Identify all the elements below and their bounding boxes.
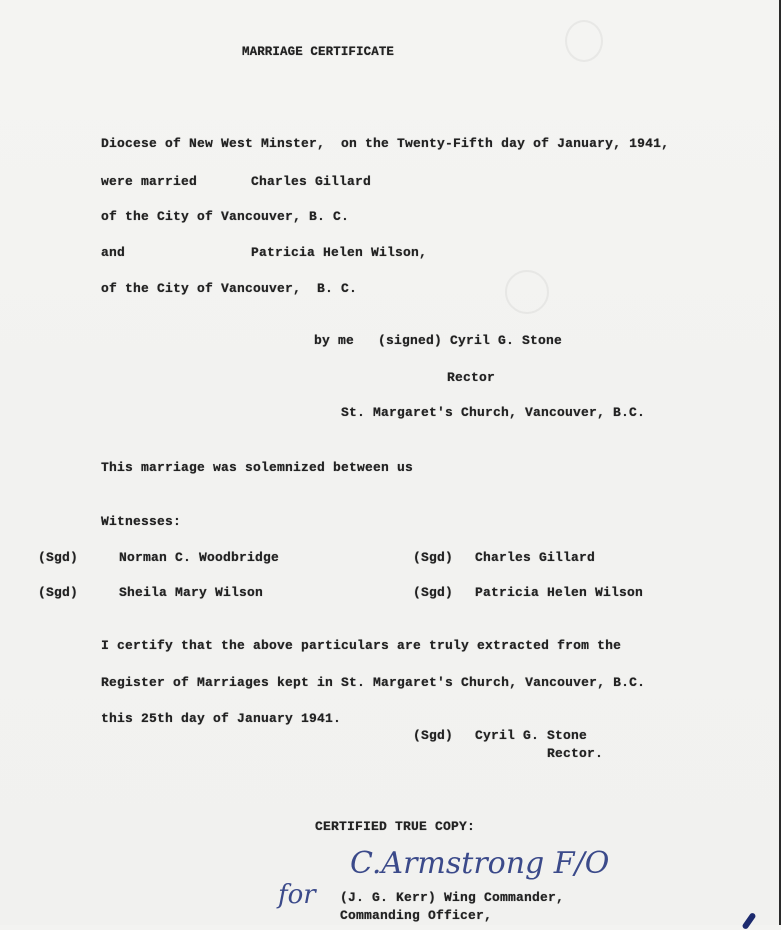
watermark-emboss (505, 270, 549, 314)
witnesses-label: Witnesses: (101, 514, 182, 529)
officer-line: (J. G. Kerr) Wing Commander, (340, 890, 565, 905)
witness-name: Sheila Mary Wilson (119, 585, 264, 600)
officer-title: Commanding Officer, (340, 908, 493, 923)
certification-line-3: this 25th day of January 1941. (101, 711, 342, 726)
and-label: and (101, 245, 126, 260)
groom-residence: of the City of Vancouver, B. C. (101, 209, 350, 224)
certification-line-2: Register of Marriages kept in St. Margaret's Church, Vancouver, B.C. (101, 675, 646, 690)
officiant-church: St. Margaret's Church, Vancouver, B.C. (341, 405, 646, 420)
bride-residence: of the City of Vancouver, B. C. (101, 281, 358, 296)
ink-mark (741, 912, 756, 930)
officiant-title: Rector (447, 370, 496, 385)
intro-line: Diocese of New West Minster, on the Twenty-Fifth day of January, 1941, (101, 136, 670, 151)
watermark-emboss (565, 20, 603, 62)
sgd-prefix: (Sgd) (413, 585, 454, 600)
rector-title: Rector. (547, 746, 604, 761)
handwritten-signature: C.Armstrong F/O (350, 846, 610, 881)
married-label: were married (101, 174, 198, 189)
sgd-prefix: (Sgd) (38, 585, 79, 600)
solemnized-line: This marriage was solemnized between us (101, 460, 414, 475)
sgd-prefix: (Sgd) (413, 550, 454, 565)
officiant-line: by me (signed) Cyril G. Stone (314, 333, 563, 348)
sgd-prefix: (Sgd) (413, 728, 454, 743)
witness-name: Norman C. Woodbridge (119, 550, 280, 565)
certified-copy-label: CERTIFIED TRUE COPY: (315, 819, 476, 834)
handwritten-for: for (278, 880, 316, 910)
certification-line-1: I certify that the above particulars are truly extracted from the (101, 638, 622, 653)
bride-name: Patricia Helen Wilson, (251, 245, 428, 260)
groom-name: Charles Gillard (251, 174, 372, 189)
groom-signature: Charles Gillard (475, 550, 596, 565)
bride-signature: Patricia Helen Wilson (475, 585, 644, 600)
rector-name: Cyril G. Stone (475, 728, 588, 743)
sgd-prefix: (Sgd) (38, 550, 79, 565)
document-title: MARRIAGE CERTIFICATE (242, 45, 395, 59)
